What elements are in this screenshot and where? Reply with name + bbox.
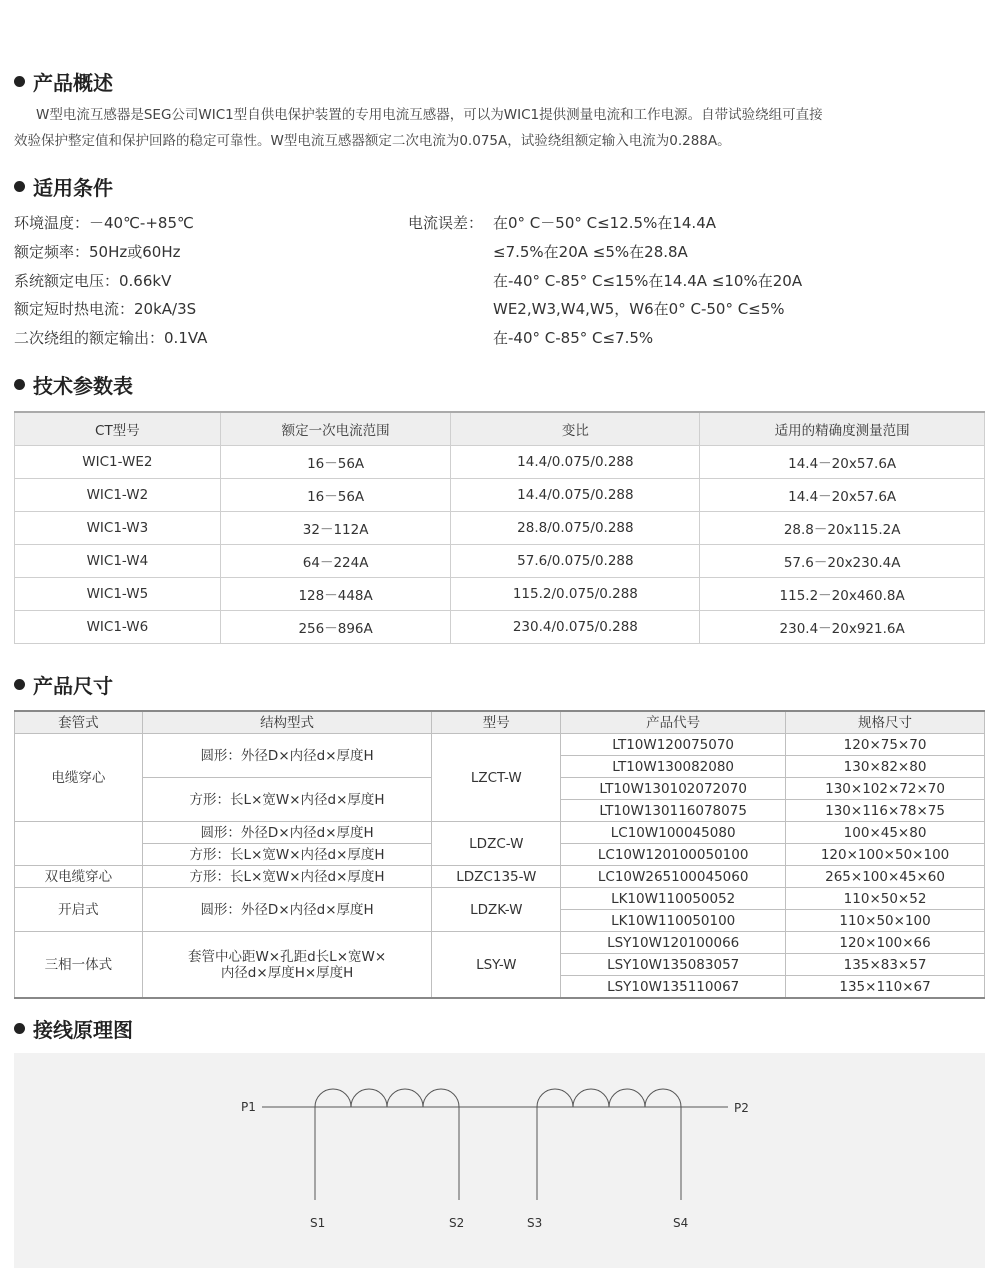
header-structure: 结构型式 [142, 711, 432, 734]
table-row [15, 446, 985, 479]
table-cell: 128－448A [220, 578, 451, 611]
group-cell: 三相一体式 [15, 932, 143, 999]
structure-cell: 方形：长L×宽W×内径d×厚度H [142, 844, 432, 866]
structure-cell: 圆形：外径D×内径d×厚度H [142, 734, 432, 778]
header-ratio: 变比 [451, 412, 700, 446]
bullet-dot-icon [14, 679, 25, 690]
structure-line-2: 内径d×厚度H×厚度H [220, 964, 354, 981]
code-cell: LT10W130116078075 [561, 800, 786, 822]
header-size: 规格尺寸 [786, 711, 985, 734]
table-cell: 28.8/0.075/0.288 [451, 512, 700, 545]
coil-winding-1 [315, 1089, 459, 1107]
table-cell: WIC1-W2 [15, 479, 221, 512]
header-bushing-type: 套管式 [15, 711, 143, 734]
code-cell: LK10W110050100 [561, 910, 786, 932]
structure-cell: 方形：长L×宽W×内径d×厚度H [142, 778, 432, 822]
table-row [15, 866, 985, 888]
table-cell: 28.8－20x115.2A [700, 512, 985, 545]
overview-line-2: 效验保护整定值和保护回路的稳定可靠性。W型电流互感器额定二次电流为0.075A，试验绕组额定输入电流为0.288A。 [14, 133, 731, 149]
size-cell: 135×83×57 [786, 954, 985, 976]
tech-params-table [14, 411, 985, 644]
label-p1: P1 [241, 1100, 256, 1114]
bullet-dot-icon [14, 181, 25, 192]
condition-left-4: 额定短时热电流：20kA/3S [14, 300, 197, 318]
current-error-label: 电流误差： [408, 214, 484, 232]
section-title-dimensions [14, 670, 113, 699]
tech-title: 技术参数表 [33, 374, 133, 398]
code-cell: LC10W100045080 [561, 822, 786, 844]
table-cell: 230.4/0.075/0.288 [451, 611, 700, 644]
size-cell: 130×82×80 [786, 756, 985, 778]
table-cell: WIC1-WE2 [15, 446, 221, 479]
code-cell: LT10W130082080 [561, 756, 786, 778]
bullet-dot-icon [14, 76, 25, 87]
condition-right-4: WE2,W3,W4,W5，W6在0° C-50° C≤5% [493, 300, 785, 318]
table-cell: WIC1-W4 [15, 545, 221, 578]
wiring-diagram [14, 1053, 985, 1268]
table-cell: 16－56A [220, 446, 451, 479]
header-ct-model: CT型号 [15, 412, 221, 446]
label-p2: P2 [734, 1101, 749, 1115]
code-cell: LSY10W135083057 [561, 954, 786, 976]
size-cell: 110×50×52 [786, 888, 985, 910]
condition-left-1: 环境温度：－40℃-+85℃ [14, 214, 194, 232]
size-cell: 100×45×80 [786, 822, 985, 844]
dimensions-title: 产品尺寸 [33, 674, 113, 698]
section-title-wiring [14, 1014, 133, 1043]
label-s4: S4 [673, 1216, 689, 1230]
code-cell: LC10W265100045060 [561, 866, 786, 888]
structure-cell: 圆形：外径D×内径d×厚度H [142, 822, 432, 844]
code-cell: LSY10W120100066 [561, 932, 786, 954]
structure-cell: 方形：长L×宽W×内径d×厚度H [142, 866, 432, 888]
structure-line-1: 套管中心距W×孔距d长L×宽W× [187, 948, 387, 965]
table-cell: WIC1-W6 [15, 611, 221, 644]
group-cell-empty [15, 822, 143, 866]
header-accuracy-range: 适用的精确度测量范围 [700, 412, 985, 446]
table-cell: 16－56A [220, 479, 451, 512]
table-cell: 57.6/0.075/0.288 [451, 545, 700, 578]
wiring-diagram-svg [14, 1053, 985, 1268]
size-cell: 135×110×67 [786, 976, 985, 999]
header-product-code: 产品代号 [561, 711, 786, 734]
model-cell: LDZK-W [432, 888, 561, 932]
code-cell: LK10W110050052 [561, 888, 786, 910]
condition-left-5: 二次绕组的额定输出：0.1VA [14, 329, 208, 347]
label-s1: S1 [310, 1216, 326, 1230]
group-cell: 开启式 [15, 888, 143, 932]
condition-right-5: 在-40° C-85° C≤7.5% [493, 329, 654, 347]
condition-left-3: 系统额定电压：0.66kV [14, 272, 172, 290]
condition-left-2: 额定频率：50Hz或60Hz [14, 243, 181, 261]
conditions-title: 适用条件 [33, 176, 113, 200]
size-cell: 120×100×66 [786, 932, 985, 954]
model-cell: LDZC-W [432, 822, 561, 866]
table-header-row [15, 412, 985, 446]
table-row [15, 932, 985, 954]
table-cell: 32－112A [220, 512, 451, 545]
label-s3: S3 [527, 1216, 543, 1230]
size-cell: 120×100×50×100 [786, 844, 985, 866]
table-cell: 14.4－20x57.6A [700, 446, 985, 479]
table-cell: 14.4/0.075/0.288 [451, 446, 700, 479]
table-row [15, 888, 985, 910]
code-cell: LT10W120075070 [561, 734, 786, 756]
table-cell: WIC1-W5 [15, 578, 221, 611]
table-cell: 14.4－20x57.6A [700, 479, 985, 512]
wiring-title: 接线原理图 [33, 1018, 133, 1042]
code-cell: LSY10W135110067 [561, 976, 786, 999]
group-cell: 电缆穿心 [15, 734, 143, 822]
size-cell: 130×102×72×70 [786, 778, 985, 800]
table-cell: 115.2－20x460.8A [700, 578, 985, 611]
table-row [15, 578, 985, 611]
structure-cell: 圆形：外径D×内径d×厚度H [142, 888, 432, 932]
table-cell: WIC1-W3 [15, 512, 221, 545]
structure-cell-three-phase [142, 932, 432, 999]
overview-title: 产品概述 [33, 71, 113, 95]
size-cell: 265×100×45×60 [786, 866, 985, 888]
table-cell: 256－896A [220, 611, 451, 644]
table-row [15, 479, 985, 512]
size-cell: 110×50×100 [786, 910, 985, 932]
table-row [15, 512, 985, 545]
table-header-row [15, 711, 985, 734]
table-row [15, 734, 985, 756]
header-model: 型号 [432, 711, 561, 734]
model-cell: LZCT-W [432, 734, 561, 822]
section-title-overview [14, 67, 113, 96]
table-cell: 14.4/0.075/0.288 [451, 479, 700, 512]
group-cell: 双电缆穿心 [15, 866, 143, 888]
code-cell: LC10W120100050100 [561, 844, 786, 866]
overview-line-1: W型电流互感器是SEG公司WIC1型自供电保护装置的专用电流互感器，可以为WIC1提供测量电流和工作电源。自带试验绕组可直接 [36, 107, 823, 123]
label-s2: S2 [449, 1216, 465, 1230]
size-cell: 120×75×70 [786, 734, 985, 756]
bullet-dot-icon [14, 379, 25, 390]
size-cell: 130×116×78×75 [786, 800, 985, 822]
coil-winding-2 [537, 1089, 681, 1107]
bullet-dot-icon [14, 1023, 25, 1034]
table-cell: 64－224A [220, 545, 451, 578]
table-row [15, 822, 985, 844]
section-title-tech [14, 370, 133, 399]
model-cell: LSY-W [432, 932, 561, 999]
table-cell: 115.2/0.075/0.288 [451, 578, 700, 611]
table-cell: 57.6－20x230.4A [700, 545, 985, 578]
code-cell: LT10W130102072070 [561, 778, 786, 800]
table-row [15, 611, 985, 644]
dimensions-table [14, 710, 985, 999]
section-title-conditions [14, 172, 113, 201]
header-primary-current: 额定一次电流范围 [220, 412, 451, 446]
condition-right-1: 在0° C－50° C≤12.5%在14.4A [493, 214, 716, 232]
condition-right-2: ≤7.5%在20A ≤5%在28.8A [493, 243, 688, 261]
table-row [15, 545, 985, 578]
table-cell: 230.4－20x921.6A [700, 611, 985, 644]
condition-right-3: 在-40° C-85° C≤15%在14.4A ≤10%在20A [493, 272, 803, 290]
model-cell: LDZC135-W [432, 866, 561, 888]
